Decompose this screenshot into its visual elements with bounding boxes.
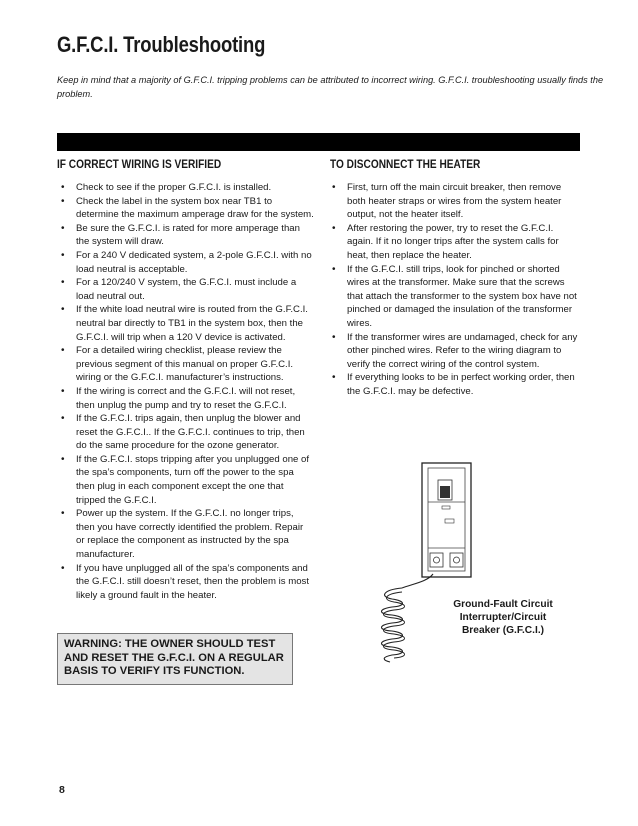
list-item: • Power up the system. If the G.F.C.I. no longer trips, then you have correctly identified the problem. Repair or replace the component as instructed by the spa manufacturer. bbox=[59, 507, 314, 561]
list-item: • For a 120/240 V system, the G.F.C.I. must include a load neutral out. bbox=[59, 276, 314, 303]
intro-paragraph: Keep in mind that a majority of G.F.C.I. tripping problems can be attributed to incorrect wiring. G.F.C.I. troubleshooting usually finds the problem. bbox=[57, 75, 604, 99]
right-column-heading: TO DISCONNECT THE HEATER bbox=[330, 159, 481, 171]
list-item: • For a 240 V dedicated system, a 2-pole G.F.C.I. with no load neutral is acceptable. bbox=[59, 249, 314, 276]
page-title: G.F.C.I. Troubleshooting bbox=[57, 32, 266, 57]
list-item: • Be sure the G.F.C.I. is rated for more amperage than the system will draw. bbox=[59, 222, 314, 249]
list-item: • If everything looks to be in perfect working order, then the G.F.C.I. may be defective. bbox=[330, 371, 582, 398]
list-item: • If the G.F.C.I. still trips, look for pinched or shorted wires at the transformer. Make sure that the screws that attach the transformer to the system box have not pinched or damaged the insulation of the transformer wires. bbox=[330, 263, 582, 331]
list-item: • After restoring the power, try to reset the G.F.C.I. again. If it no longer trips after the system calls for heat, then replace the heater. bbox=[330, 222, 582, 263]
page-number: 8 bbox=[59, 784, 65, 796]
list-item: • If the wiring is correct and the G.F.C.I. will not reset, then unplug the pump and try to reset the G.F.C.I. bbox=[59, 385, 314, 412]
list-item: • If the white load neutral wire is routed from the G.F.C.I. neutral bar directly to TB1 in the system box, then the G.F.C.I. will trip when a 120 V device is activated. bbox=[59, 303, 314, 344]
figure-caption: Ground-Fault Circuit Interrupter/Circuit Breaker (G.F.C.I.) bbox=[453, 599, 553, 637]
left-bullet-list bbox=[59, 181, 314, 602]
warning-box: WARNING: THE OWNER SHOULD TEST AND RESET THE G.F.C.I. ON A REGULAR BASIS TO VERIFY ITS FUNCTION. bbox=[57, 633, 293, 685]
list-item: • Check the label in the system box near TB1 to determine the maximum amperage draw for the system. bbox=[59, 195, 314, 222]
list-item: • For a detailed wiring checklist, please review the previous segment of this manual on proper G.F.C.I. wiring or the G.F.C.I. manufacturer’s instructions. bbox=[59, 344, 314, 385]
list-item: • If the transformer wires are undamaged, check for any other pinched wires. Refer to the wiring diagram to verify the correct wiring of the control system. bbox=[330, 331, 582, 372]
list-item: • First, turn off the main circuit breaker, then remove both heater straps or wires from the system heater output, not the heater itself. bbox=[330, 181, 582, 222]
list-item: • If the G.F.C.I. stops tripping after you unplugged one of the spa’s components, turn off the power to the spa then plug in each component except the one that tripped the G.F.C.I. bbox=[59, 453, 314, 507]
list-item: • If the G.F.C.I. trips again, then unplug the blower and reset the G.F.C.I.. If the G.F.C.I. continues to trip, then do the same procedure for the ozone generator. bbox=[59, 412, 314, 453]
right-bullet-list bbox=[330, 181, 582, 399]
list-item: • Check to see if the proper G.F.C.I. is installed. bbox=[59, 181, 314, 195]
list-item: • If you have unplugged all of the spa’s components and the G.F.C.I. still doesn’t reset, then the problem is most likely a ground fault in the heater. bbox=[59, 562, 314, 603]
left-column-heading: IF CORRECT WIRING IS VERIFIED bbox=[57, 159, 222, 171]
section-divider-bar bbox=[57, 133, 580, 151]
